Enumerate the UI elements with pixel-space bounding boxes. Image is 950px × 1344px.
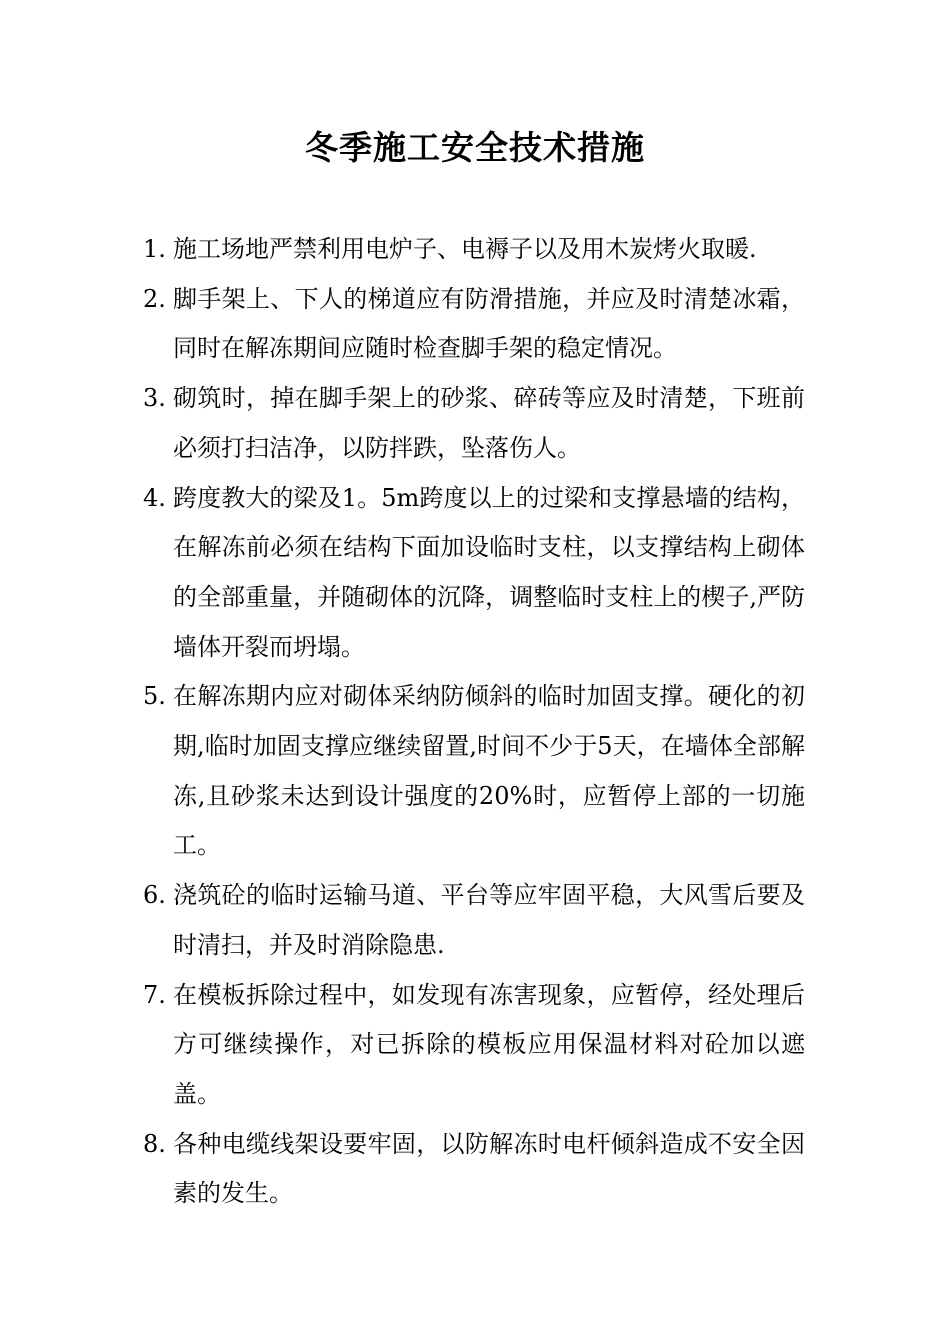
item-number: 4. — [143, 483, 166, 512]
item-text: 跨度教大的梁及1。5m跨度以上的过梁和支撑悬墙的结构，在解冻前必须在结构下面加设临时支柱，以支撑结构上砌体的全部重量，并随砌体的沉降，调整临时支柱上的楔子,严防墙体开裂而坍塌。 — [173, 483, 805, 661]
item-text: 在解冻期内应对砌体采纳防倾斜的临时加固支撑。硬化的初期,临时加固支撑应继续留置,时间不少于5天，在墙体全部解冻,且砂浆未达到设计强度的20%时，应暂停上部的一切施工。 — [173, 682, 805, 860]
item-text: 施工场地严禁利用电炉子、电褥子以及用木炭烤火取暖. — [173, 235, 757, 263]
item-number: 5. — [143, 682, 166, 711]
list-item — [0, 275, 805, 374]
item-text: 浇筑砼的临时运输马道、平台等应牢固平稳，大风雪后要及时清扫，并及时消除隐患. — [173, 881, 805, 959]
item-number: 1. — [143, 235, 166, 263]
item-text: 脚手架上、下人的梯道应有防滑措施，并应及时清楚冰霜，同时在解冻期间应随时检查脚手架的稳定情况。 — [173, 284, 805, 363]
item-text: 在模板拆除过程中，如发现有冻害现象，应暂停，经处理后方可继续操作，对已拆除的模板应用保温材料对砼加以遮盖。 — [173, 980, 805, 1108]
list-item — [0, 225, 805, 275]
document-title: 冬季施工安全技术措施 — [305, 128, 645, 167]
item-number: 3. — [143, 384, 166, 413]
item-text: 各种电缆线架设要牢固，以防解冻时电杆倾斜造成不安全因素的发生。 — [173, 1129, 805, 1208]
item-number: 7. — [143, 980, 166, 1009]
list-item — [0, 474, 805, 673]
item-number: 8. — [143, 1129, 166, 1158]
item-number: 2. — [143, 284, 166, 313]
item-number: 6. — [143, 881, 166, 910]
list-item — [0, 1120, 805, 1219]
item-text: 砌筑时，掉在脚手架上的砂浆、碎砖等应及时清楚，下班前必须打扫洁净，以防拌跌，坠落伤人。 — [173, 384, 805, 462]
list-item — [0, 672, 805, 871]
measures-list — [0, 225, 950, 1219]
list-item — [0, 374, 805, 473]
list-item — [0, 871, 805, 970]
list-item — [0, 971, 805, 1120]
